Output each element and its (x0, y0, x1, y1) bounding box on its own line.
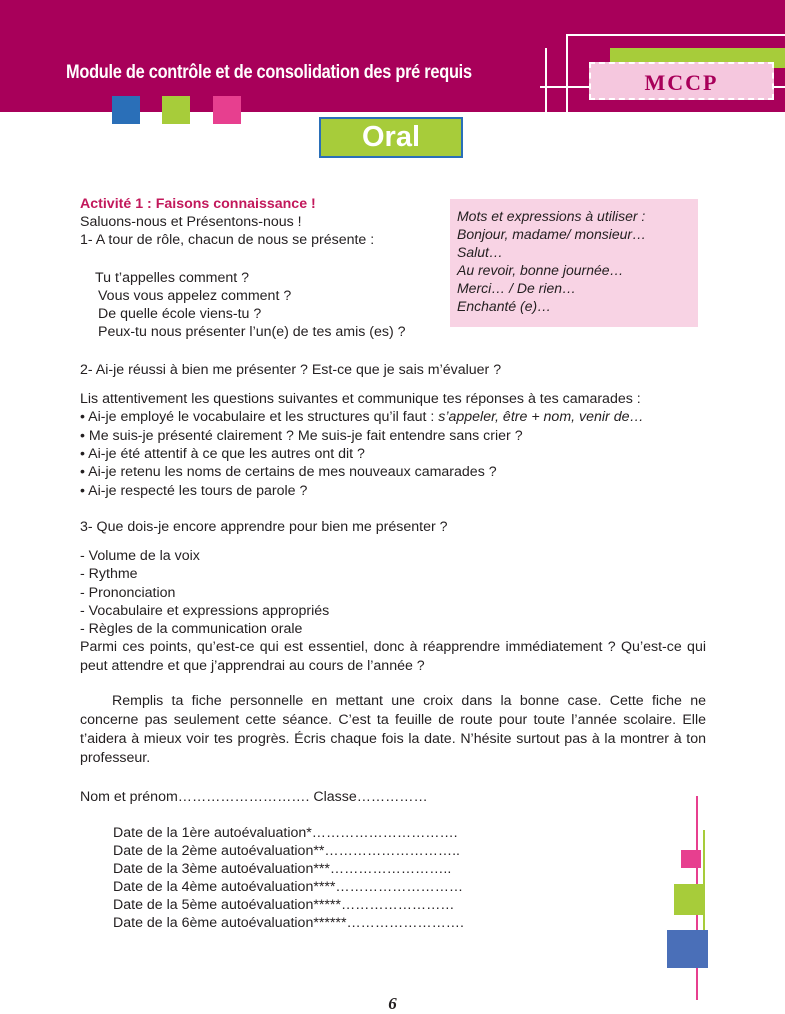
question-1: 1- A tour de rôle, chacun de nous se présente : (80, 232, 375, 248)
q3-item: - Prononciation (80, 585, 176, 601)
activity-title: Activité 1 : Faisons connaissance ! (80, 196, 316, 212)
q2-bullet-text: • Ai-je employé le vocabulaire et les structures qu’il faut : (80, 409, 439, 425)
page-number: 6 (388, 994, 397, 1013)
date-line: Date de la 1ère autoévaluation*…………………………. (113, 825, 458, 841)
question-item: De quelle école viens-tu ? (98, 306, 262, 322)
header-deco-line (566, 34, 568, 112)
expression-item: Bonjour, madame/ monsieur… (457, 226, 647, 242)
mccp-label: MCCP (644, 70, 719, 95)
q2-bullet (80, 408, 644, 426)
date-line: Date de la 4ème autoévaluation****……………………… (113, 879, 464, 895)
q2-bullet: • Me suis-je présenté clairement ? Me suis-je fait entendre sans crier ? (80, 428, 523, 444)
deco-square-green (674, 884, 704, 915)
q2-bullet: • Ai-je respecté les tours de parole ? (80, 483, 308, 499)
q3-item: - Vocabulaire et expressions appropriés (80, 603, 330, 619)
mccp-badge (589, 62, 774, 100)
fiche-instructions: Remplis ta fiche personnelle en mettant une croix dans la bonne case. Cette fiche ne concerne pas seulement cette séance. C’est ta feuille de route pour toute l’année scolaire. Elle t’aidera à mieux voir tes progrès. Écris chaque fois la date. N’hésite surtout pas à la montrer à ton professeur. (80, 693, 706, 766)
module-title: Module de contrôle et de consolidation des pré requis (66, 62, 472, 83)
expression-item: Au revoir, bonne journée… (457, 262, 624, 278)
date-line: Date de la 5ème autoévaluation*****…………………… (113, 897, 455, 913)
header-deco-line (545, 48, 547, 112)
q2-bullet: • Ai-je retenu les noms de certains de mes nouveaux camarades ? (80, 464, 497, 480)
blue-square (112, 96, 140, 124)
question-3: 3- Que dois-je encore apprendre pour bien me présenter ? (80, 519, 448, 535)
q3-conclusion: Parmi ces points, qu’est-ce qui est essentiel, donc à réapprendre immédiatement ? Qu’est-ce qui peut attendre et que j’apprendrai au cours de l’année ? (80, 639, 706, 674)
pink-square (213, 96, 241, 124)
q3-item: - Règles de la communication orale (80, 621, 303, 637)
section-title: Oral (361, 121, 421, 153)
deco-square-blue (667, 930, 708, 968)
name-class-line: Nom et prénom………………………. Classe…………… (80, 789, 428, 805)
date-line: Date de la 2ème autoévaluation**……………………….. (113, 843, 460, 859)
question-item: Tu t’appelles comment ? (95, 270, 250, 286)
expressions-box (450, 199, 698, 327)
expression-item: Salut… (457, 244, 503, 260)
q2-bullet-italic: s’appeler, être + nom, venir de… (438, 409, 644, 425)
expression-item: Merci… / De rien… (457, 280, 577, 296)
question-item: Peux-tu nous présenter l’un(e) de tes amis (es) ? (98, 324, 406, 340)
deco-square-pink (681, 850, 701, 868)
date-line: Date de la 6ème autoévaluation******……………………. (113, 915, 464, 931)
header-deco-line (566, 34, 785, 36)
question-2: 2- Ai-je réussi à bien me présenter ? Est-ce que je sais m’évaluer ? (80, 362, 502, 378)
activity-intro: Saluons-nous et Présentons-nous ! (80, 214, 302, 230)
expression-item: Enchanté (e)… (457, 298, 552, 314)
q3-item: - Volume de la voix (80, 548, 200, 564)
section-banner (319, 117, 463, 158)
question-item: Vous vous appelez comment ? (98, 288, 292, 304)
q2-instruction: Lis attentivement les questions suivantes et communique tes réponses à tes camarades : (80, 391, 641, 407)
green-square (162, 96, 190, 124)
date-line: Date de la 3ème autoévaluation***…………………….. (113, 861, 452, 877)
q3-item: - Rythme (80, 566, 138, 582)
q2-bullet: • Ai-je été attentif à ce que les autres ont dit ? (80, 446, 365, 462)
expressions-title: Mots et expressions à utiliser : (457, 208, 646, 224)
